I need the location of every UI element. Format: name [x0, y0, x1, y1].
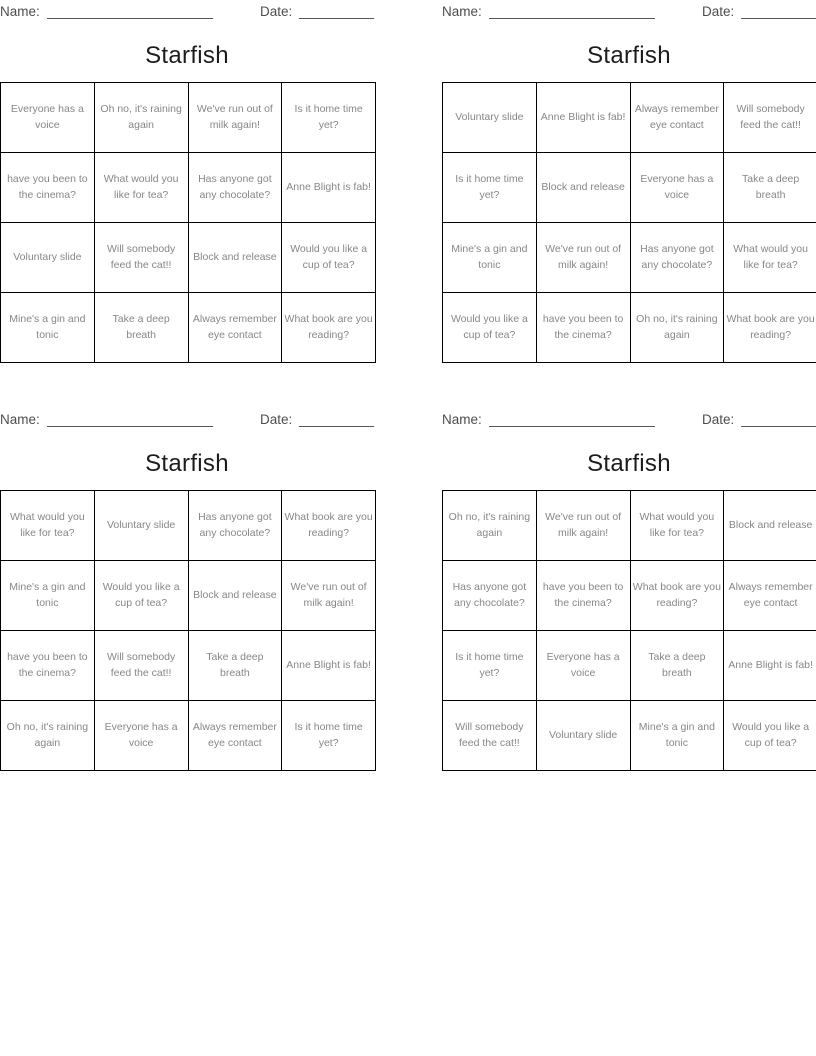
bingo-cell: Always remember eye contact [630, 83, 724, 153]
card-title: Starfish [587, 42, 671, 69]
grid-row [1, 223, 376, 293]
name-label: Name: [0, 4, 40, 19]
bingo-cell: Would you like a cup of tea? [443, 293, 537, 363]
grid-row [1, 561, 376, 631]
bingo-cell: Take a deep breath [724, 153, 816, 223]
grid-row [1, 491, 376, 561]
bingo-grid [0, 490, 376, 771]
bingo-cell: Is it home time yet? [282, 701, 376, 771]
bingo-cell: Voluntary slide [94, 491, 188, 561]
bingo-cell: What would you like for tea? [630, 491, 724, 561]
bingo-cell: Will somebody feed the cat!! [443, 701, 537, 771]
bingo-cell: Everyone has a voice [1, 83, 95, 153]
bingo-cell: Oh no, it's raining again [1, 701, 95, 771]
date-blank-line [299, 426, 374, 427]
date-blank-line [741, 426, 816, 427]
card-title: Starfish [145, 450, 229, 477]
bingo-cell: What book are you reading? [630, 561, 724, 631]
bingo-cell: Has anyone got any chocolate? [443, 561, 537, 631]
grid-row [443, 631, 816, 701]
bingo-cell: Always remember eye contact [724, 561, 816, 631]
grid-row [443, 701, 816, 771]
bingo-card-4 [442, 408, 816, 774]
bingo-cell: We've run out of milk again! [282, 561, 376, 631]
bingo-grid [442, 82, 816, 363]
bingo-cell: Will somebody feed the cat!! [94, 631, 188, 701]
grid-row [1, 293, 376, 363]
bingo-cell: Take a deep breath [630, 631, 724, 701]
grid-row [443, 223, 816, 293]
bingo-grid [442, 490, 816, 771]
bingo-cell: We've run out of milk again! [536, 223, 630, 293]
bingo-cell: What would you like for tea? [724, 223, 816, 293]
bingo-cell: We've run out of milk again! [188, 83, 282, 153]
bingo-cell: Always remember eye contact [188, 701, 282, 771]
name-blank-line [489, 426, 655, 427]
bingo-cell: Oh no, it's raining again [630, 293, 724, 363]
bingo-cell: Always remember eye contact [188, 293, 282, 363]
bingo-cell: Take a deep breath [188, 631, 282, 701]
date-label: Date: [702, 4, 735, 19]
grid-row [443, 293, 816, 363]
bingo-cell: Take a deep breath [94, 293, 188, 363]
grid-row [1, 631, 376, 701]
grid-row [1, 83, 376, 153]
name-blank-line [47, 18, 213, 19]
bingo-card-2 [442, 0, 816, 366]
bingo-cell: Everyone has a voice [94, 701, 188, 771]
name-blank-line [47, 426, 213, 427]
name-date-row [442, 408, 816, 432]
bingo-cell: Has anyone got any chocolate? [188, 491, 282, 561]
bingo-cell: Voluntary slide [536, 701, 630, 771]
bingo-cell: have you been to the cinema? [536, 561, 630, 631]
bingo-cell: Anne Blight is fab! [282, 631, 376, 701]
bingo-cell: Is it home time yet? [443, 631, 537, 701]
bingo-cell: Would you like a cup of tea? [282, 223, 376, 293]
bingo-cell: Anne Blight is fab! [536, 83, 630, 153]
bingo-cell: What book are you reading? [282, 491, 376, 561]
bingo-cell: Would you like a cup of tea? [724, 701, 816, 771]
name-date-row [0, 408, 374, 432]
date-label: Date: [260, 4, 293, 19]
name-label: Name: [442, 4, 482, 19]
card-title: Starfish [145, 42, 229, 69]
name-blank-line [489, 18, 655, 19]
bingo-cell: have you been to the cinema? [536, 293, 630, 363]
bingo-cell: Block and release [536, 153, 630, 223]
bingo-cell: have you been to the cinema? [1, 631, 95, 701]
grid-row [1, 153, 376, 223]
bingo-cell: Mine's a gin and tonic [1, 293, 95, 363]
date-label: Date: [702, 412, 735, 427]
bingo-cell: Will somebody feed the cat!! [724, 83, 816, 153]
name-date-row [442, 0, 816, 24]
bingo-cell: What book are you reading? [282, 293, 376, 363]
bingo-cell: Would you like a cup of tea? [94, 561, 188, 631]
bingo-cell: Mine's a gin and tonic [443, 223, 537, 293]
date-blank-line [299, 18, 374, 19]
bingo-cell: What would you like for tea? [1, 491, 95, 561]
bingo-cell: Has anyone got any chocolate? [630, 223, 724, 293]
bingo-cell: Block and release [724, 491, 816, 561]
bingo-cell: Voluntary slide [443, 83, 537, 153]
date-label: Date: [260, 412, 293, 427]
bingo-cell: Oh no, it's raining again [443, 491, 537, 561]
grid-row [443, 561, 816, 631]
bingo-cell: Voluntary slide [1, 223, 95, 293]
bingo-cell: What book are you reading? [724, 293, 816, 363]
bingo-cell: Anne Blight is fab! [282, 153, 376, 223]
grid-row [1, 701, 376, 771]
date-blank-line [741, 18, 816, 19]
bingo-cell: Block and release [188, 561, 282, 631]
name-label: Name: [442, 412, 482, 427]
bingo-card-3 [0, 408, 376, 774]
bingo-cell: We've run out of milk again! [536, 491, 630, 561]
bingo-cell: Has anyone got any chocolate? [188, 153, 282, 223]
bingo-cell: Everyone has a voice [630, 153, 724, 223]
grid-row [443, 153, 816, 223]
bingo-cell: Will somebody feed the cat!! [94, 223, 188, 293]
bingo-grid [0, 82, 376, 363]
grid-row [443, 491, 816, 561]
bingo-cell: Is it home time yet? [282, 83, 376, 153]
bingo-cell: Anne Blight is fab! [724, 631, 816, 701]
bingo-cell: Is it home time yet? [443, 153, 537, 223]
bingo-cell: Oh no, it's raining again [94, 83, 188, 153]
bingo-cell: Mine's a gin and tonic [1, 561, 95, 631]
bingo-cell: Mine's a gin and tonic [630, 701, 724, 771]
name-date-row [0, 0, 374, 24]
name-label: Name: [0, 412, 40, 427]
bingo-card-1 [0, 0, 376, 366]
bingo-cell: have you been to the cinema? [1, 153, 95, 223]
grid-row [443, 83, 816, 153]
bingo-cell: What would you like for tea? [94, 153, 188, 223]
bingo-cell: Block and release [188, 223, 282, 293]
bingo-cell: Everyone has a voice [536, 631, 630, 701]
card-title: Starfish [587, 450, 671, 477]
